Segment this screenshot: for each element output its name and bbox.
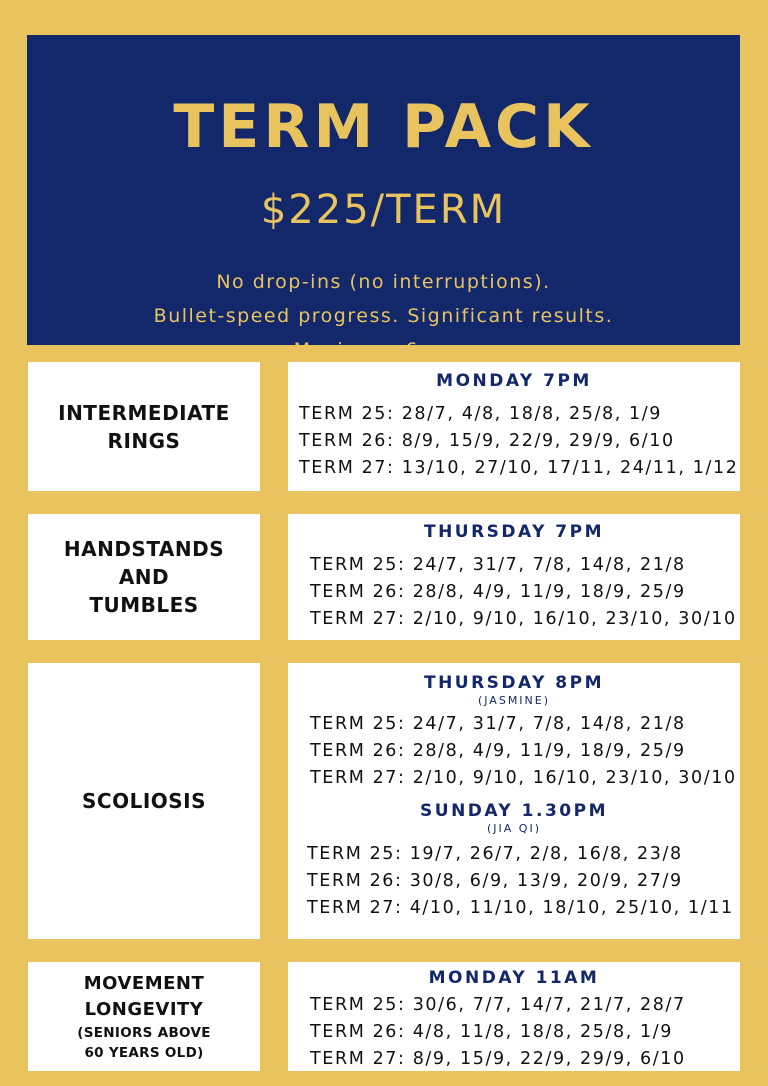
instructor-name: (JASMINE) <box>477 694 551 707</box>
class-note-line: (SENIORS ABOVE <box>77 1024 211 1041</box>
term-line: TERM 26: 30/8, 6/9, 13/9, 20/9, 27/9 <box>307 871 683 891</box>
tagline-line: No drop-ins (no interruptions). <box>216 271 551 293</box>
term-line: TERM 27: 2/10, 9/10, 16/10, 23/10, 30/10 <box>310 609 737 629</box>
term-line: TERM 27: 8/9, 15/9, 22/9, 29/9, 6/10 <box>310 1049 686 1069</box>
term-list <box>288 401 740 482</box>
term-list <box>288 552 740 633</box>
class-name-movement-longevity <box>28 962 260 1071</box>
class-name: SCOLIOSIS <box>81 789 207 813</box>
schedule-day: SUNDAY 1.30PM <box>420 801 608 821</box>
class-name-line: TUMBLES <box>89 593 199 617</box>
term-line: TERM 26: 8/9, 15/9, 22/9, 29/9, 6/10 <box>299 431 675 451</box>
class-name-line: AND <box>118 565 170 589</box>
tagline-line: Bullet-speed progress. Significant results. <box>153 305 614 327</box>
class-name-handstands-and-tumbles <box>28 514 260 640</box>
term-line: TERM 25: 24/7, 31/7, 7/8, 14/8, 21/8 <box>310 714 686 734</box>
term-list <box>288 992 740 1073</box>
term-line: TERM 27: 13/10, 27/10, 17/11, 24/11, 1/12 <box>299 458 739 478</box>
class-name-scoliosis <box>28 663 260 939</box>
schedule-day: THURSDAY 8PM <box>423 673 605 693</box>
term-line: TERM 25: 24/7, 31/7, 7/8, 14/8, 21/8 <box>310 555 686 575</box>
term-pack-header <box>27 35 740 361</box>
schedule-day: THURSDAY 7PM <box>423 522 605 542</box>
term-line: TERM 26: 4/8, 11/8, 18/8, 25/8, 1/9 <box>310 1022 674 1042</box>
schedule-scoliosis <box>288 663 740 939</box>
schedule-day: MONDAY 7PM <box>436 371 592 391</box>
term-line: TERM 27: 4/10, 11/10, 18/10, 25/10, 1/11 <box>307 898 734 918</box>
class-name: INTERMEDIATE RINGS <box>58 400 230 453</box>
class-note-line: 60 YEARS OLD) <box>84 1044 204 1061</box>
schedule-intermediate-rings <box>288 362 740 491</box>
schedule-handstands-and-tumbles <box>288 514 740 640</box>
tagline-line: Maximum 6 pax. <box>293 339 474 361</box>
instructor-name: (JIA QI) <box>487 822 541 835</box>
schedule-day: MONDAY 11AM <box>428 968 600 988</box>
price-label: $225/TERM <box>260 187 507 233</box>
term-list <box>288 711 740 792</box>
term-line: TERM 27: 2/10, 9/10, 16/10, 23/10, 30/10 <box>310 768 737 788</box>
term-line: TERM 25: 28/7, 4/8, 18/8, 25/8, 1/9 <box>299 404 663 424</box>
class-name-line: MOVEMENT <box>83 972 205 994</box>
term-line: TERM 26: 28/8, 4/9, 11/9, 18/9, 25/9 <box>310 582 686 602</box>
term-line: TERM 25: 19/7, 26/7, 2/8, 16/8, 23/8 <box>307 844 683 864</box>
tagline <box>27 265 740 367</box>
term-line: TERM 25: 30/6, 7/7, 14/7, 21/7, 28/7 <box>310 995 686 1015</box>
schedule-movement-longevity <box>288 962 740 1071</box>
class-name-line: LONGEVITY <box>84 998 204 1020</box>
term-list <box>288 841 740 922</box>
class-name-intermediate-rings <box>28 362 260 491</box>
class-name-line: HANDSTANDS <box>63 537 225 561</box>
term-line: TERM 26: 28/8, 4/9, 11/9, 18/9, 25/9 <box>310 741 686 761</box>
page-title: TERM PACK <box>173 92 594 162</box>
